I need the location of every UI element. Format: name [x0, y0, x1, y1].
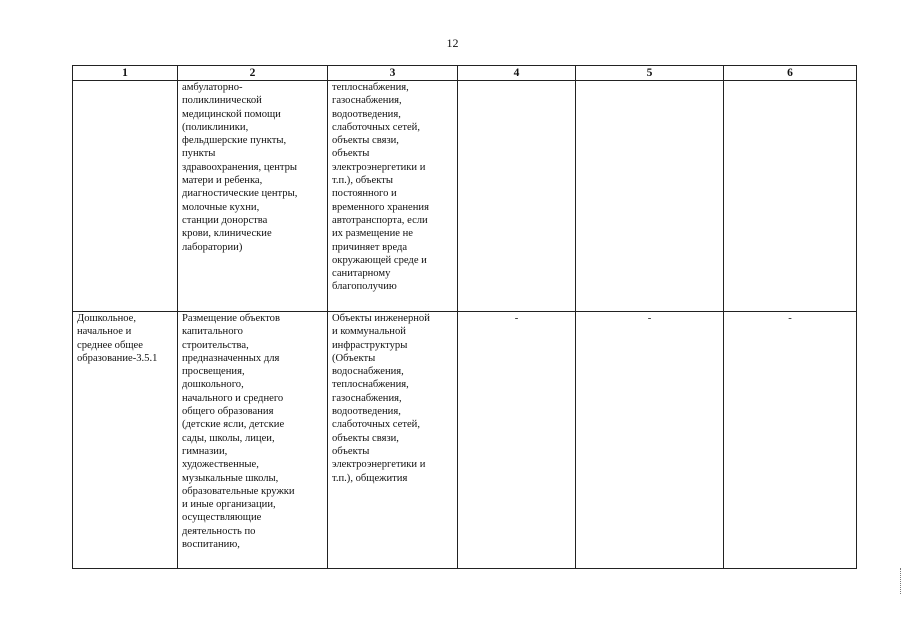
cell-line: Размещение объектов: [182, 313, 280, 324]
column-header-1: 1: [73, 66, 178, 81]
table-header-row: [73, 66, 857, 81]
cell-line: поликлинической: [182, 95, 262, 107]
column-header-4: 4: [458, 66, 576, 81]
cell-line: водоотведения,: [332, 108, 401, 120]
cell-line: постоянного и: [332, 188, 397, 200]
cell-line: инфраструктуры: [332, 339, 408, 351]
cell-line: амбулаторно-: [182, 82, 243, 93]
cell-line: (поликлиники,: [182, 121, 249, 133]
table-row: [73, 312, 857, 569]
cell-line: начального и среднего: [182, 392, 284, 404]
cell-line: лаборатории): [182, 241, 243, 253]
cell-permitted-use: [73, 312, 178, 569]
cell-line: электроэнергетики и: [332, 161, 426, 173]
table-row: [73, 81, 857, 312]
cell-line: образовательные кружки: [182, 485, 295, 497]
cell-description: [178, 81, 328, 312]
document-table: [72, 65, 857, 569]
cell-text: [182, 81, 323, 254]
cell-col6: -: [724, 312, 857, 569]
cell-line: объекты связи,: [332, 135, 399, 147]
cell-line: здравоохранения, центры: [182, 161, 298, 173]
cell-line: гимназии,: [182, 445, 228, 457]
cell-line: объекты: [332, 148, 370, 160]
cell-line: музыкальные школы,: [182, 472, 279, 484]
cell-line: газоснабжения,: [332, 95, 402, 107]
cell-text: [182, 312, 323, 551]
cell-line: крови, клинические: [182, 228, 272, 240]
cell-line: т.п.), объекты: [332, 175, 393, 187]
cell-line: объекты связи,: [332, 432, 399, 444]
cell-line: водоотведения,: [332, 406, 401, 418]
margin-scan-mark: [900, 568, 903, 594]
cell-line: слаботочных сетей,: [332, 121, 420, 133]
column-header-3: 3: [328, 66, 458, 81]
cell-line: газоснабжения,: [332, 392, 402, 404]
cell-line: теплоснабжения,: [332, 379, 409, 391]
page-number: 12: [446, 36, 459, 50]
cell-line: слаботочных сетей,: [332, 419, 420, 431]
cell-line: капитального: [182, 326, 243, 338]
cell-col4: -: [458, 312, 576, 569]
cell-col5: [576, 81, 724, 312]
cell-line: строительства,: [182, 339, 249, 351]
cell-line: пункты: [182, 148, 216, 160]
cell-line: фельдшерские пункты,: [182, 135, 287, 147]
cell-line: т.п.), общежития: [332, 472, 408, 484]
cell-line: Дошкольное,: [77, 313, 137, 324]
cell-line: (Объекты: [332, 352, 376, 364]
cell-line: деятельность по: [182, 525, 256, 537]
cell-line: воспитанию,: [182, 539, 240, 551]
cell-line: среднее общее: [77, 339, 143, 351]
cell-line: Объекты инженерной: [332, 313, 430, 324]
cell-col4: [458, 81, 576, 312]
cell-line: временного хранения: [332, 201, 429, 213]
cell-line: причиняет вреда: [332, 241, 408, 253]
cell-line: объекты: [332, 445, 370, 457]
cell-col5: -: [576, 312, 724, 569]
cell-line: дошкольного,: [182, 379, 244, 391]
cell-line: их размещение не: [332, 228, 413, 240]
cell-line: общего образования: [182, 406, 274, 418]
cell-auxiliary-use: [328, 81, 458, 312]
cell-line: сады, школы, лицеи,: [182, 432, 275, 444]
cell-line: автотранспорта, если: [332, 214, 428, 226]
column-header-6: 6: [724, 66, 857, 81]
cell-line: предназначенных для: [182, 352, 280, 364]
cell-line: и иные организации,: [182, 499, 276, 511]
cell-line: просвещения,: [182, 366, 245, 378]
cell-text: [332, 312, 453, 485]
cell-line: и коммунальной: [332, 326, 406, 338]
column-header-5: 5: [576, 66, 724, 81]
column-header-2: 2: [178, 66, 328, 81]
cell-line: теплоснабжения,: [332, 82, 409, 93]
cell-description: [178, 312, 328, 569]
cell-text: [77, 312, 173, 365]
cell-line: диагностические центры,: [182, 188, 298, 200]
cell-line: образование-3.5.1: [77, 352, 158, 364]
cell-line: санитарному: [332, 268, 391, 280]
cell-text: [332, 81, 453, 294]
cell-line: благополучию: [332, 281, 397, 293]
cell-line: молочные кухни,: [182, 201, 260, 213]
cell-permitted-use: [73, 81, 178, 312]
cell-line: осуществляющие: [182, 512, 262, 524]
cell-line: художественные,: [182, 459, 259, 471]
cell-line: матери и ребенка,: [182, 175, 263, 187]
cell-line: начальное и: [77, 326, 132, 338]
cell-line: окружающей среде и: [332, 254, 427, 266]
cell-line: станции донорства: [182, 214, 268, 226]
cell-line: электроэнергетики и: [332, 459, 426, 471]
cell-line: (детские ясли, детские: [182, 419, 285, 431]
cell-line: медицинской помощи: [182, 108, 281, 120]
cell-auxiliary-use: [328, 312, 458, 569]
cell-col6: [724, 81, 857, 312]
cell-line: водоснабжения,: [332, 366, 404, 378]
